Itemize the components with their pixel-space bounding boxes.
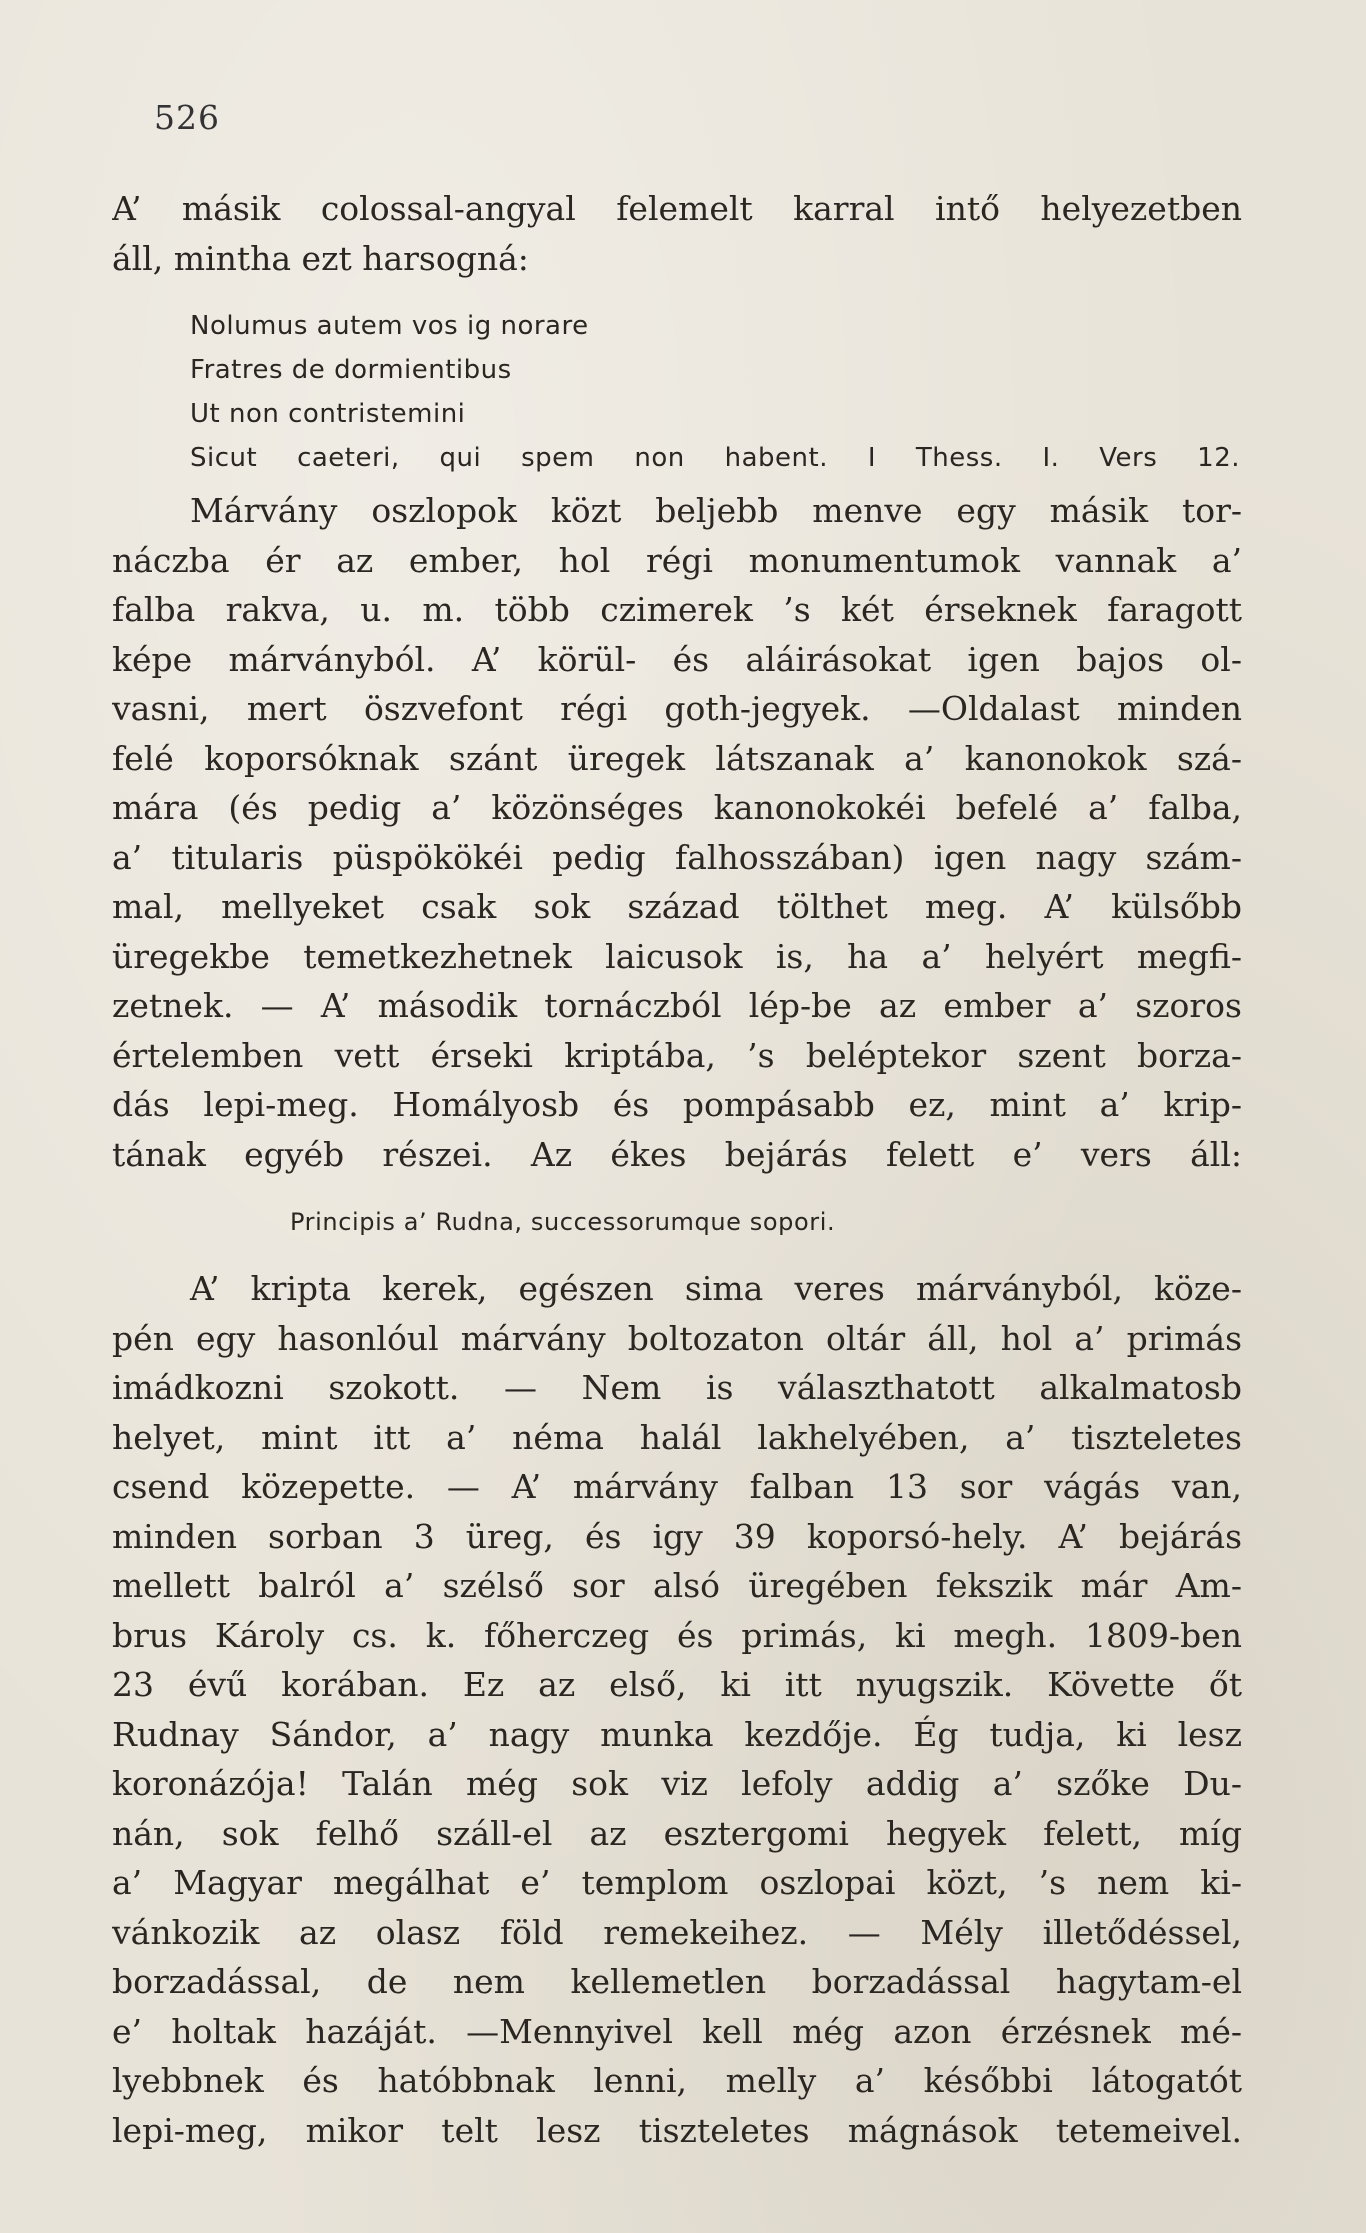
latin-quote xyxy=(190,304,1240,480)
text-line: mal, mellyeket csak sok század tölthet meg. A’ külsőbb xyxy=(112,887,1242,926)
text-line: lyebbnek és hatóbbnak lenni, melly a’ későbbi látogatót xyxy=(112,2061,1242,2100)
page-number: 526 xyxy=(154,98,220,137)
text-line: lepi-meg, mikor telt lesz tiszteletes mágnások tetemeivel. xyxy=(112,2110,1242,2150)
text-line: zetnek. — A’ második tornáczból lép-be az ember a’ szoros xyxy=(112,986,1242,1025)
text-line: vánkozik az olasz föld remekeihez. — Mély illetődéssel, xyxy=(112,1912,1242,1952)
text-line: dás lepi-meg. Homályosb és pompásabb ez, mint a’ krip- xyxy=(112,1085,1242,1124)
text-line: pén egy hasonlóul márvány boltozaton oltár áll, hol a’ primás xyxy=(112,1318,1242,1358)
inscription: Principis a’ Rudna, successorumque sopori. xyxy=(290,1208,836,1236)
paragraph-1 xyxy=(112,184,1242,283)
text-line: A’ másik colossal-angyal felemelt karral intő helyezetben xyxy=(112,189,1242,228)
text-line: áll, mintha ezt harsogná: xyxy=(112,238,529,278)
text-line: értelemben vett érseki kriptába, ’s beléptekor szent borza- xyxy=(112,1035,1242,1075)
text-line: a’ Magyar megálhat e’ templom oszlopai közt, ’s nem ki- xyxy=(112,1863,1242,1902)
text-line: mellett balról a’ szélső sor alsó üregében fekszik már Am- xyxy=(112,1566,1242,1605)
text-line: csend közepette. — A’ márvány falban 13 sor vágás van, xyxy=(112,1467,1242,1506)
paragraph-3 xyxy=(112,1264,1242,2155)
quote-line: Sicut caeteri, qui spem non habent. I Thess. I. Vers 12. xyxy=(190,443,1240,473)
quote-line: Fratres de dormientibus xyxy=(190,355,512,385)
text-line: képe márványból. A’ körül- és aláirásokat igen bajos ol- xyxy=(112,639,1242,679)
quote-line: Ut non contristemini xyxy=(190,399,466,429)
text-line: 23 évű korában. Ez az első, ki itt nyugszik. Követte őt xyxy=(112,1665,1242,1704)
text-line: Rudnay Sándor, a’ nagy munka kezdője. Ég tudja, ki lesz xyxy=(112,1714,1242,1754)
text-line: e’ holtak hazáját. —Mennyivel kell még azon érzésnek mé- xyxy=(112,2011,1242,2051)
text-line: falba rakva, u. m. több czimerek ’s két érseknek faragott xyxy=(112,590,1242,629)
text-line: minden sorban 3 üreg, és igy 39 koporsó-hely. A’ bejárás xyxy=(112,1516,1242,1556)
text-line: helyet, mint itt a’ néma halál lakhelyében, a’ tiszteletes xyxy=(112,1417,1242,1457)
text-line: koronázója! Talán még sok viz lefoly addig a’ szőke Du- xyxy=(112,1764,1242,1803)
text-line: brus Károly cs. k. főherczeg és primás, ki megh. 1809-ben xyxy=(112,1615,1242,1655)
text-line: üregekbe temetkezhetnek laicusok is, ha a’ helyért megfi- xyxy=(112,936,1242,976)
text-line: borzadással, de nem kellemetlen borzadással hagytam-el xyxy=(112,1962,1242,2001)
text-line: mára (és pedig a’ közönséges kanonokokéi befelé a’ falba, xyxy=(112,788,1242,827)
text-line: Márvány oszlopok közt beljebb menve egy másik tor- xyxy=(190,491,1242,530)
text-line: a’ titularis püspökökéi pedig falhosszában) igen nagy szám- xyxy=(112,837,1242,877)
text-line: nán, sok felhő száll-el az esztergomi hegyek felett, míg xyxy=(112,1813,1242,1853)
text-line: tának egyéb részei. Az ékes bejárás felett e’ vers áll: xyxy=(112,1134,1242,1174)
text-line: náczba ér az ember, hol régi monumentumok vannak a’ xyxy=(112,540,1242,580)
text-line: A’ kripta kerek, egészen sima veres márványból, köze- xyxy=(190,1269,1242,1308)
text-line: felé koporsóknak szánt üregek látszanak a’ kanonokok szá- xyxy=(112,738,1242,778)
text-line: vasni, mert öszvefont régi goth-jegyek. —Oldalast minden xyxy=(112,689,1242,728)
paragraph-2 xyxy=(112,486,1242,1179)
quote-line: Nolumus autem vos ig norare xyxy=(190,311,589,341)
text-line: imádkozni szokott. — Nem is választhatott alkalmatosb xyxy=(112,1368,1242,1407)
